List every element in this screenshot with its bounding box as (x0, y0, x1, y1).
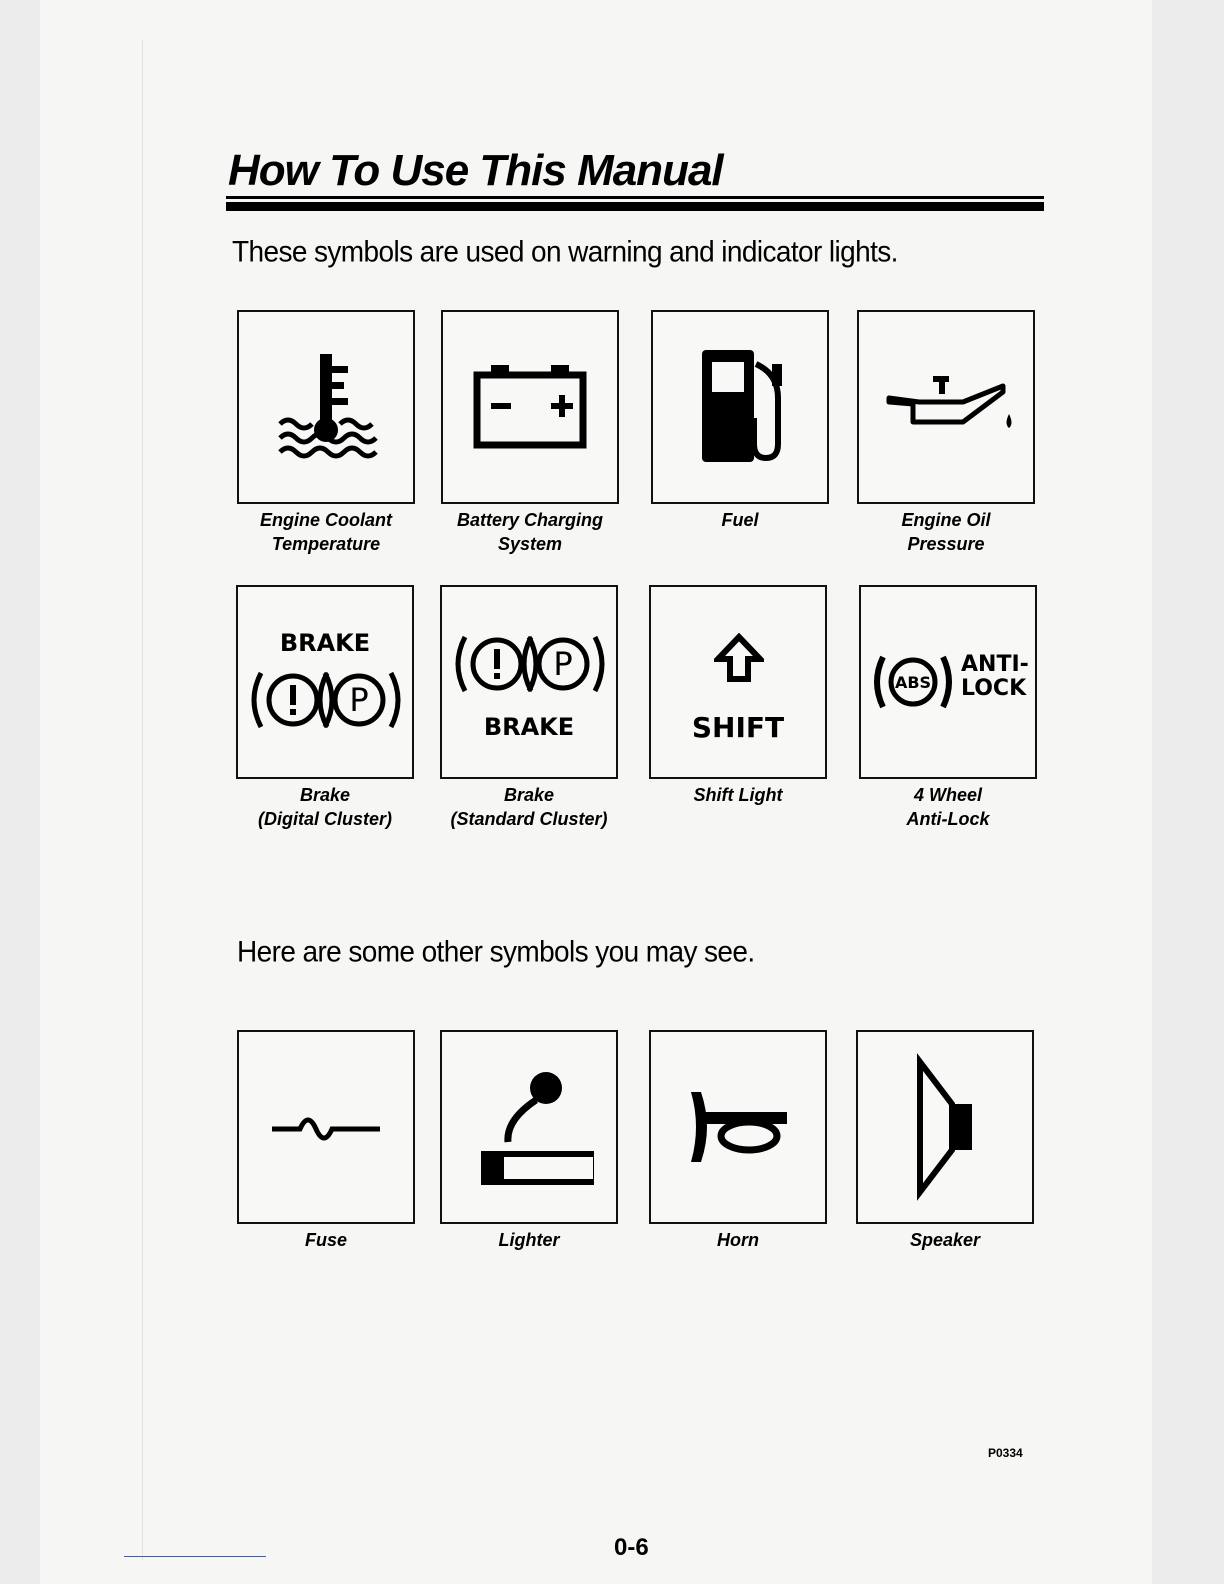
other-symbols-text: Here are some other symbols you may see. (237, 935, 755, 968)
shift-label: SHIFT (691, 711, 785, 744)
symbol-caption: Brake (Standard Cluster) (450, 785, 608, 829)
lighter-icon (464, 1062, 594, 1192)
intro-text: These symbols are used on warning and indicator lights. (232, 235, 898, 268)
symbol-box (237, 310, 415, 504)
symbol-lighter (440, 1030, 618, 1252)
fuel-pump-icon (680, 342, 800, 472)
battery-icon (465, 357, 595, 457)
symbol-engine-oil (857, 310, 1035, 556)
symbol-caption: Brake (Digital Cluster) (257, 785, 392, 829)
symbol-speaker (856, 1030, 1034, 1252)
symbol-caption: Lighter (498, 1230, 560, 1250)
symbol-box (237, 1030, 415, 1224)
page-title: How To Use This Manual (228, 146, 723, 195)
abs-badge: ABS (894, 673, 932, 692)
symbol-brake-digital (236, 585, 414, 831)
figure-code: P0334 (988, 1446, 1023, 1460)
title-rule-thick (226, 202, 1044, 211)
symbol-box (236, 585, 414, 779)
fuse-icon (266, 1107, 386, 1147)
speaker-icon (900, 1052, 990, 1202)
brake-label: BRAKE (279, 629, 371, 657)
symbol-brake-standard (440, 585, 618, 831)
oil-can-icon (871, 362, 1021, 452)
horn-icon (673, 1082, 803, 1172)
symbol-caption: Shift Light (693, 785, 783, 805)
shift-arrow-icon (714, 633, 764, 683)
page-margin-rule (142, 40, 143, 1560)
footer-link-underline (124, 1556, 266, 1557)
symbol-box (859, 585, 1037, 779)
brake-label: BRAKE (483, 713, 575, 741)
symbol-engine-coolant (237, 310, 415, 556)
svg-text:P: P (349, 681, 369, 719)
symbol-box (651, 310, 829, 504)
symbol-horn (649, 1030, 827, 1252)
symbol-caption: Speaker (909, 1230, 981, 1250)
abs-icon (873, 647, 953, 717)
symbol-box (857, 310, 1035, 504)
symbol-fuse (237, 1030, 415, 1252)
symbol-shift-light (649, 585, 827, 807)
title-rule (226, 196, 1044, 199)
symbol-box (440, 1030, 618, 1224)
engine-coolant-temperature-icon (266, 342, 386, 472)
symbol-battery (441, 310, 619, 556)
symbol-caption: Fuel (721, 510, 759, 530)
svg-text:P: P (553, 645, 573, 683)
symbol-box (441, 310, 619, 504)
symbol-caption: Engine Oil Pressure (901, 510, 991, 554)
symbol-box (856, 1030, 1034, 1224)
symbol-box (649, 1030, 827, 1224)
symbol-caption: Horn (717, 1230, 759, 1250)
symbol-caption: Battery Charging System (456, 510, 604, 554)
brake-icon (245, 665, 405, 735)
brake-icon (449, 629, 609, 699)
symbol-box (440, 585, 618, 779)
symbol-fuel (651, 310, 829, 532)
symbol-box (649, 585, 827, 779)
symbol-anti-lock (859, 585, 1037, 831)
symbol-caption: Engine Coolant Temperature (260, 510, 392, 554)
page-number: 0-6 (614, 1534, 649, 1561)
symbol-caption: Fuse (304, 1230, 347, 1250)
symbol-caption: 4 Wheel Anti-Lock (906, 785, 990, 829)
anti-lock-label: ANTI- LOCK (961, 652, 1029, 701)
